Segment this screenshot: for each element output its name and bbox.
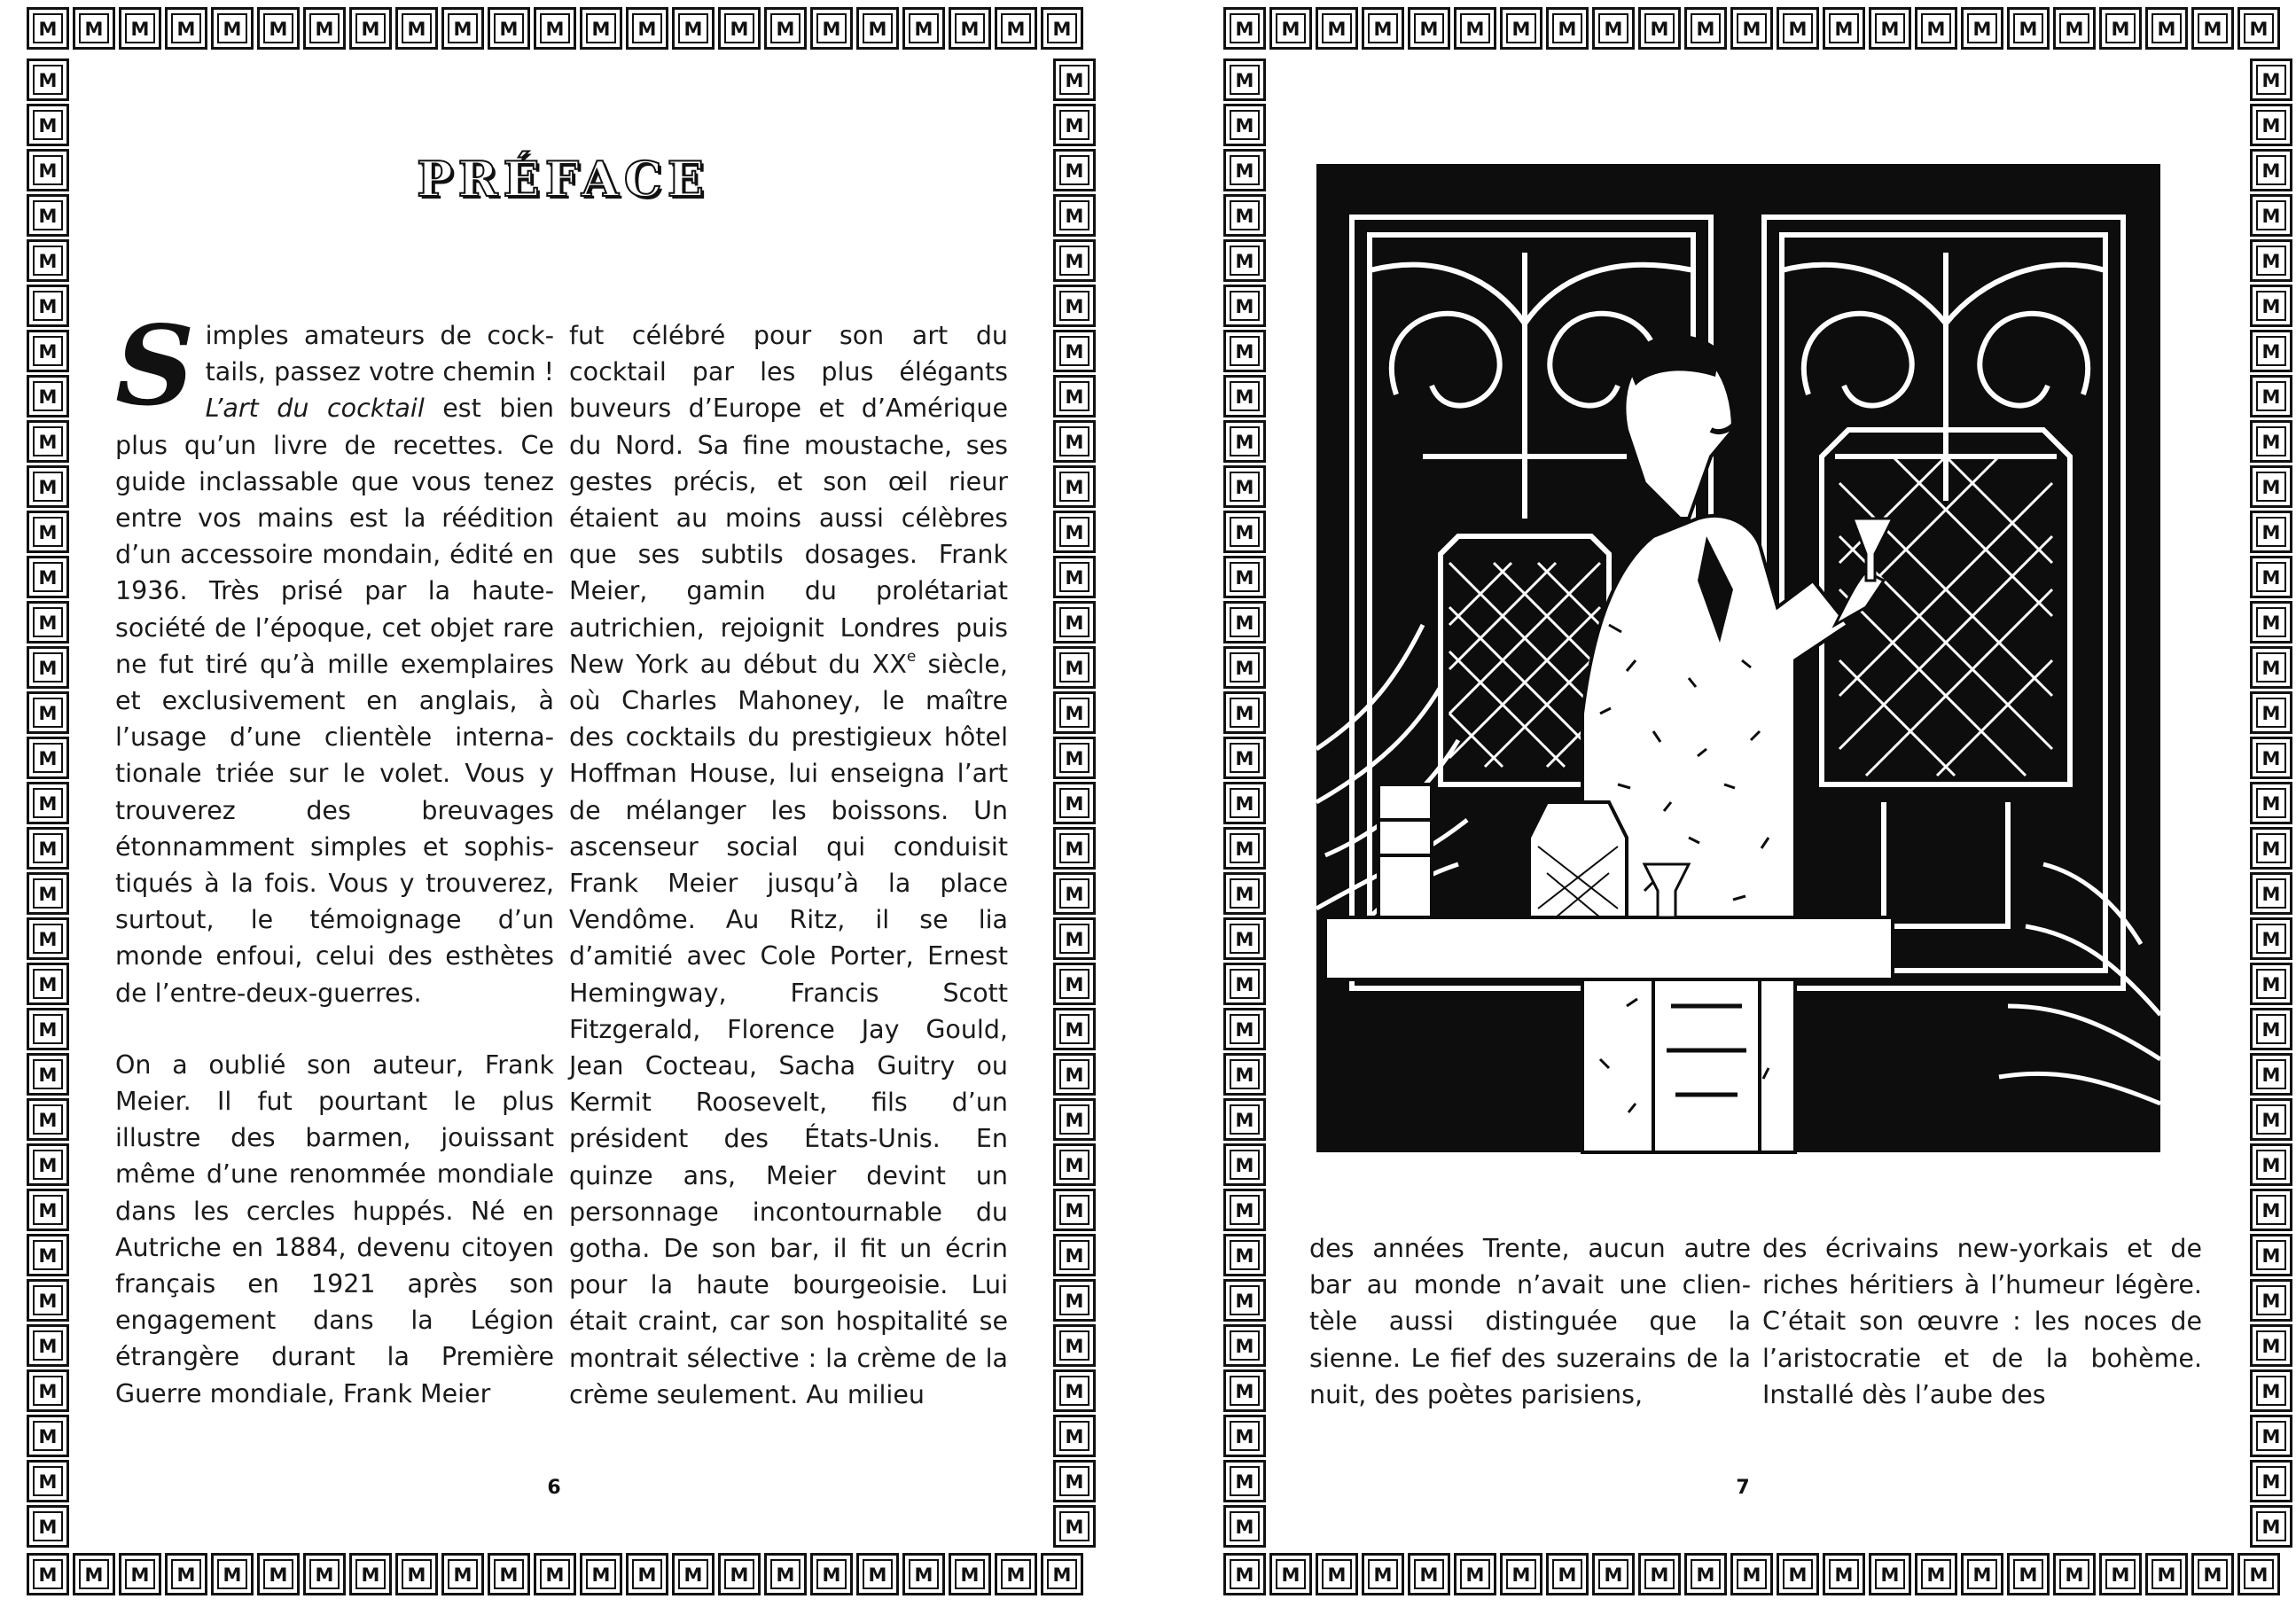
monogram-tile-icon: M <box>1592 7 1635 50</box>
monogram-tile-icon: M <box>27 782 69 824</box>
monogram-tile-icon: M <box>73 1553 115 1595</box>
monogram-tile-icon: M <box>1053 1098 1096 1141</box>
monogram-tile-icon: M <box>1454 1553 1496 1595</box>
monogram-tile-icon: M <box>1053 1189 1096 1231</box>
monogram-tile-icon: M <box>211 1553 254 1595</box>
monogram-tile-icon: M <box>27 737 69 779</box>
monogram-tile-icon: M <box>1223 465 1266 508</box>
monogram-tile-icon: M <box>349 1553 392 1595</box>
monogram-tile-icon: M <box>2250 646 2292 689</box>
monogram-tile-icon: M <box>1500 7 1542 50</box>
monogram-tile-icon: M <box>1408 1553 1450 1595</box>
monogram-tile-icon: M <box>2250 827 2292 870</box>
monogram-tile-icon: M <box>1053 1008 1096 1050</box>
monogram-tile-icon: M <box>2250 420 2292 463</box>
monogram-tile-icon: M <box>764 1553 807 1595</box>
monogram-tile-icon: M <box>1223 963 1266 1005</box>
monogram-tile-icon: M <box>2250 1053 2292 1096</box>
monogram-tile-icon: M <box>626 7 668 50</box>
monogram-tile-icon: M <box>580 7 622 50</box>
monogram-tile-icon: M <box>27 1369 69 1412</box>
monogram-tile-icon: M <box>2250 1369 2292 1412</box>
monogram-tile-icon: M <box>1223 285 1266 327</box>
monogram-tile-icon: M <box>27 104 69 146</box>
monogram-tile-icon: M <box>1546 1553 1589 1595</box>
monogram-tile-icon: M <box>1053 1369 1096 1412</box>
art-deco-bartender-illustration <box>1316 164 2160 1152</box>
border-top <box>1223 7 2284 53</box>
monogram-tile-icon: M <box>2250 239 2292 282</box>
monogram-tile-icon: M <box>2250 511 2292 553</box>
monogram-tile-icon: M <box>1053 1505 1096 1548</box>
monogram-tile-icon: M <box>27 420 69 463</box>
monogram-tile-icon: M <box>1223 59 1266 101</box>
border-right <box>1053 59 1099 1550</box>
monogram-tile-icon: M <box>1223 1143 1266 1186</box>
monogram-tile-icon: M <box>1915 1553 1957 1595</box>
text-column-1: des années Trente, aucun autre bar au monde n’avait une clientèle aussi distinguée que la sienne. Le fief des suzerains de la nuit, des poètes parisiens, <box>1309 1234 1751 1409</box>
monogram-tile-icon: M <box>27 1505 69 1548</box>
monogram-tile-icon: M <box>395 1553 438 1595</box>
monogram-tile-icon: M <box>1053 104 1096 146</box>
monogram-tile-icon: M <box>27 1415 69 1457</box>
monogram-tile-icon: M <box>1053 1279 1096 1322</box>
monogram-tile-icon: M <box>1223 104 1266 146</box>
monogram-tile-icon: M <box>2237 7 2280 50</box>
monogram-tile-icon: M <box>1223 1324 1266 1367</box>
monogram-tile-icon: M <box>211 7 254 50</box>
paragraph <box>569 317 1008 1413</box>
monogram-tile-icon: M <box>1684 7 1727 50</box>
page-number: 6 <box>547 1477 561 1499</box>
monogram-tile-icon: M <box>1223 646 1266 689</box>
border-left <box>27 59 73 1550</box>
text-run: est bien plus qu’un livre de recettes. Ce guide inclassable que vous tenez entre vos mains est la réédition d’un accessoire mondain, édité en 1936. Très prisé par la hautesociété de l’époque, cet objet rare ne fut tiré qu’à mille exemplaires et exclusivement en anglais, à l’usage d’une clientèle internationale triée sur le volet. Vous y trouverez des breuvages étonnamment simples et sophistiqués à la fois. Vous y trouverez, surtout, le témoignage d’un monde enfoui, celui des esthètes de l’entre-deux-guerres. <box>115 394 554 1008</box>
monogram-tile-icon: M <box>27 601 69 644</box>
monogram-tile-icon: M <box>2145 1553 2188 1595</box>
monogram-tile-icon: M <box>2250 330 2292 372</box>
monogram-tile-icon: M <box>2250 1415 2292 1457</box>
monogram-tile-icon: M <box>2250 59 2292 101</box>
monogram-tile-icon: M <box>995 1553 1037 1595</box>
monogram-tile-icon: M <box>949 7 991 50</box>
monogram-tile-icon: M <box>1223 1279 1266 1322</box>
monogram-tile-icon: M <box>1223 1008 1266 1050</box>
monogram-tile-icon: M <box>1546 7 1589 50</box>
monogram-tile-icon: M <box>1408 7 1450 50</box>
monogram-tile-icon: M <box>580 1553 622 1595</box>
monogram-tile-icon: M <box>2250 1143 2292 1186</box>
monogram-tile-icon: M <box>441 7 484 50</box>
monogram-tile-icon: M <box>441 1553 484 1595</box>
monogram-tile-icon: M <box>27 1189 69 1231</box>
monogram-tile-icon: M <box>1223 330 1266 372</box>
monogram-tile-icon: M <box>1269 1553 1312 1595</box>
monogram-tile-icon: M <box>626 1553 668 1595</box>
monogram-tile-icon: M <box>257 7 300 50</box>
monogram-tile-icon: M <box>1223 239 1266 282</box>
monogram-tile-icon: M <box>1223 737 1266 779</box>
monogram-tile-icon: M <box>2250 1234 2292 1276</box>
monogram-tile-icon: M <box>764 7 807 50</box>
border-bottom <box>27 1553 1087 1599</box>
drop-cap: S <box>115 302 195 431</box>
monogram-tile-icon: M <box>1223 1053 1266 1096</box>
monogram-tile-icon: M <box>1053 59 1096 101</box>
monogram-tile-icon: M <box>2250 1279 2292 1322</box>
monogram-tile-icon: M <box>488 1553 530 1595</box>
monogram-tile-icon: M <box>902 1553 945 1595</box>
monogram-tile-icon: M <box>2250 601 2292 644</box>
monogram-tile-icon: M <box>1223 1460 1266 1502</box>
monogram-tile-icon: M <box>2250 917 2292 960</box>
monogram-tile-icon: M <box>1316 7 1358 50</box>
text-column-2: des écrivains new-yorkais et de riches héritiers à l’humeur légère. C’était son œuvre : les noces de l’aristocratie et de la bohème. Installé dès l’aube des <box>1762 1234 2202 1409</box>
monogram-tile-icon: M <box>1053 285 1096 327</box>
monogram-tile-icon: M <box>810 1553 853 1595</box>
monogram-tile-icon: M <box>1223 782 1266 824</box>
monogram-tile-icon: M <box>2250 782 2292 824</box>
monogram-tile-icon: M <box>1053 827 1096 870</box>
monogram-tile-icon: M <box>1053 691 1096 734</box>
monogram-tile-icon: M <box>27 1098 69 1141</box>
monogram-tile-icon: M <box>902 7 945 50</box>
monogram-tile-icon: M <box>1223 827 1266 870</box>
monogram-tile-icon: M <box>1053 1415 1096 1457</box>
superscript: e <box>906 647 917 666</box>
monogram-tile-icon: M <box>303 1553 346 1595</box>
monogram-tile-icon: M <box>1500 1553 1542 1595</box>
monogram-tile-icon: M <box>672 7 715 50</box>
monogram-tile-icon: M <box>1777 1553 1819 1595</box>
monogram-tile-icon: M <box>718 1553 761 1595</box>
monogram-tile-icon: M <box>534 1553 576 1595</box>
monogram-tile-icon: M <box>1730 1553 1773 1595</box>
monogram-tile-icon: M <box>2250 556 2292 598</box>
monogram-tile-icon: M <box>1730 7 1773 50</box>
monogram-tile-icon: M <box>2099 7 2142 50</box>
monogram-tile-icon: M <box>1223 1234 1266 1276</box>
monogram-tile-icon: M <box>27 149 69 191</box>
monogram-tile-icon: M <box>1053 511 1096 553</box>
monogram-tile-icon: M <box>27 1279 69 1322</box>
monogram-tile-icon: M <box>1869 7 1911 50</box>
monogram-tile-icon: M <box>27 465 69 508</box>
monogram-tile-icon: M <box>1053 1143 1096 1186</box>
monogram-tile-icon: M <box>27 1053 69 1096</box>
monogram-tile-icon: M <box>2007 7 2050 50</box>
monogram-tile-icon: M <box>1223 375 1266 417</box>
monogram-tile-icon: M <box>1053 465 1096 508</box>
monogram-tile-icon: M <box>1053 917 1096 960</box>
monogram-tile-icon: M <box>1362 1553 1404 1595</box>
monogram-tile-icon: M <box>2250 1460 2292 1502</box>
monogram-tile-icon: M <box>2145 7 2188 50</box>
monogram-tile-icon: M <box>1869 1553 1911 1595</box>
text-run: imples amateurs de cocktails, passez votre chemin ! <box>205 321 554 387</box>
monogram-tile-icon: M <box>810 7 853 50</box>
monogram-tile-icon: M <box>1223 601 1266 644</box>
monogram-tile-icon: M <box>1269 7 1312 50</box>
monogram-tile-icon: M <box>1053 782 1096 824</box>
monogram-tile-icon: M <box>1223 1098 1266 1141</box>
monogram-tile-icon: M <box>1223 511 1266 553</box>
monogram-tile-icon: M <box>2250 872 2292 915</box>
paragraph: On a oublié son auteur, Frank Meier. Il fut pourtant le plus illustre des barmen, jouissant même d’une renommée mondiale dans les cercles huppés. Né en Autriche en 1884, devenu citoyen français en 1921 après son engagement dans la Légion étrangère durant la Première Guerre mondiale, Frank Meier <box>115 1049 554 1408</box>
monogram-tile-icon: M <box>2250 737 2292 779</box>
page-number: 7 <box>1736 1477 1750 1499</box>
century-numeral: XX <box>871 649 907 679</box>
border-left <box>1223 59 1269 1550</box>
monogram-tile-icon: M <box>1053 239 1096 282</box>
monogram-tile-icon: M <box>2250 1505 2292 1548</box>
monogram-tile-icon: M <box>27 963 69 1005</box>
monogram-tile-icon: M <box>1638 7 1681 50</box>
left-page <box>27 0 1099 1607</box>
border-bottom <box>1223 1553 2284 1599</box>
monogram-tile-icon: M <box>995 7 1037 50</box>
monogram-tile-icon: M <box>1223 917 1266 960</box>
paragraph <box>115 302 554 1011</box>
monogram-tile-icon: M <box>2250 1098 2292 1141</box>
monogram-tile-icon: M <box>2191 1553 2234 1595</box>
monogram-tile-icon: M <box>2250 149 2292 191</box>
monogram-tile-icon: M <box>2250 104 2292 146</box>
monogram-tile-icon: M <box>395 7 438 50</box>
monogram-tile-icon: M <box>27 59 69 101</box>
monogram-tile-icon: M <box>27 646 69 689</box>
monogram-tile-icon: M <box>119 7 161 50</box>
monogram-tile-icon: M <box>1223 872 1266 915</box>
monogram-tile-icon: M <box>1223 1505 1266 1548</box>
monogram-tile-icon: M <box>1223 1553 1266 1595</box>
page-title: PRÉFACE <box>417 151 709 207</box>
monogram-tile-icon: M <box>119 1553 161 1595</box>
monogram-tile-icon: M <box>2007 1553 2050 1595</box>
text-column-2 <box>569 317 1008 1413</box>
monogram-tile-icon: M <box>2250 1008 2292 1050</box>
monogram-tile-icon: M <box>2237 1553 2280 1595</box>
monogram-tile-icon: M <box>27 239 69 282</box>
monogram-tile-icon: M <box>1961 7 2003 50</box>
monogram-tile-icon: M <box>1053 556 1096 598</box>
monogram-tile-icon: M <box>1053 737 1096 779</box>
monogram-tile-icon: M <box>27 827 69 870</box>
monogram-tile-icon: M <box>1053 375 1096 417</box>
monogram-tile-icon: M <box>718 7 761 50</box>
book-title: L’art du cocktail <box>205 394 425 424</box>
monogram-tile-icon: M <box>2250 194 2292 237</box>
monogram-tile-icon: M <box>27 194 69 237</box>
monogram-tile-icon: M <box>1362 7 1404 50</box>
monogram-tile-icon: M <box>1684 1553 1727 1595</box>
monogram-tile-icon: M <box>1823 1553 1865 1595</box>
monogram-tile-icon: M <box>2250 1324 2292 1367</box>
monogram-tile-icon: M <box>27 872 69 915</box>
monogram-tile-icon: M <box>27 1553 69 1595</box>
monogram-tile-icon: M <box>1223 1369 1266 1412</box>
monogram-tile-icon: M <box>2053 7 2096 50</box>
monogram-tile-icon: M <box>1053 872 1096 915</box>
monogram-tile-icon: M <box>303 7 346 50</box>
monogram-tile-icon: M <box>2250 963 2292 1005</box>
monogram-tile-icon: M <box>1454 7 1496 50</box>
monogram-tile-icon: M <box>27 330 69 372</box>
monogram-tile-icon: M <box>1915 7 1957 50</box>
monogram-tile-icon: M <box>165 1553 207 1595</box>
monogram-tile-icon: M <box>1053 149 1096 191</box>
monogram-tile-icon: M <box>949 1553 991 1595</box>
monogram-tile-icon: M <box>2250 1189 2292 1231</box>
monogram-tile-icon: M <box>2099 1553 2142 1595</box>
monogram-tile-icon: M <box>1223 1189 1266 1231</box>
monogram-tile-icon: M <box>1041 7 1083 50</box>
monogram-tile-icon: M <box>27 917 69 960</box>
monogram-tile-icon: M <box>1592 1553 1635 1595</box>
monogram-tile-icon: M <box>1053 1234 1096 1276</box>
monogram-tile-icon: M <box>1041 1553 1083 1595</box>
monogram-tile-icon: M <box>1223 7 1266 50</box>
text-column-1 <box>115 302 554 1412</box>
monogram-tile-icon: M <box>672 1553 715 1595</box>
monogram-tile-icon: M <box>257 1553 300 1595</box>
monogram-tile-icon: M <box>2250 285 2292 327</box>
monogram-tile-icon: M <box>1053 1460 1096 1502</box>
monogram-tile-icon: M <box>27 1324 69 1367</box>
monogram-tile-icon: M <box>1053 330 1096 372</box>
monogram-tile-icon: M <box>27 511 69 553</box>
border-top <box>27 7 1087 53</box>
monogram-tile-icon: M <box>2250 465 2292 508</box>
text-run: siècle, où Charles Mahoney, le maître des cocktails du prestigieux hôtel Hoffman House, lui enseigna l’art de mélanger les boissons. Un ascenseur social qui conduisit Frank Meier jusqu’à la place Vendôme. Au Ritz, il se lia d’amitié avec Cole Porter, Ernest Hemingway, Francis Scott Fitzgerald, Florence Jay Gould, Jean Cocteau, Sacha Guitry ou Kermit Roosevelt, fils d’un président des États-Unis. En quinze ans, Meier devint un personnage incontournable du gotha. De son bar, il fit un écrin pour la haute bourgeoisie. Lui était craint, car son hospitalité se montrait sélective : la crème de la crème seulement. Au milieu <box>569 649 1008 1409</box>
monogram-tile-icon: M <box>488 7 530 50</box>
monogram-tile-icon: M <box>349 7 392 50</box>
monogram-tile-icon: M <box>1223 556 1266 598</box>
monogram-tile-icon: M <box>856 7 899 50</box>
monogram-tile-icon: M <box>1053 1053 1096 1096</box>
monogram-tile-icon: M <box>1823 7 1865 50</box>
text-run: fut célébré pour son art du cocktail par les plus élégants buveurs d’Europe et d’Amérique du Nord. Sa fine moustache, ses gestes précis, et son œil rieur étaient au moins aussi célèbres que ses subtils dosages. Frank Meier, gamin du prolétariat autrichien, rejoignit Londres puis New York au début du <box>569 321 1008 679</box>
border-right <box>2250 59 2296 1550</box>
monogram-tile-icon: M <box>1223 691 1266 734</box>
monogram-tile-icon: M <box>73 7 115 50</box>
monogram-tile-icon: M <box>2250 691 2292 734</box>
monogram-tile-icon: M <box>1961 1553 2003 1595</box>
right-page <box>1223 0 2296 1607</box>
monogram-tile-icon: M <box>1053 601 1096 644</box>
monogram-tile-icon: M <box>27 556 69 598</box>
monogram-tile-icon: M <box>1316 1553 1358 1595</box>
monogram-tile-icon: M <box>27 285 69 327</box>
monogram-tile-icon: M <box>1053 194 1096 237</box>
monogram-tile-icon: M <box>165 7 207 50</box>
monogram-tile-icon: M <box>1223 149 1266 191</box>
monogram-tile-icon: M <box>856 1553 899 1595</box>
monogram-tile-icon: M <box>27 691 69 734</box>
monogram-tile-icon: M <box>27 375 69 417</box>
monogram-tile-icon: M <box>1638 1553 1681 1595</box>
monogram-tile-icon: M <box>1777 7 1819 50</box>
monogram-tile-icon: M <box>1053 646 1096 689</box>
monogram-tile-icon: M <box>2191 7 2234 50</box>
monogram-tile-icon: M <box>27 1008 69 1050</box>
monogram-tile-icon: M <box>27 1143 69 1186</box>
monogram-tile-icon: M <box>27 1460 69 1502</box>
monogram-tile-icon: M <box>534 7 576 50</box>
monogram-tile-icon: M <box>27 1234 69 1276</box>
monogram-tile-icon: M <box>1223 420 1266 463</box>
monogram-tile-icon: M <box>2250 375 2292 417</box>
monogram-tile-icon: M <box>1223 194 1266 237</box>
monogram-tile-icon: M <box>1053 420 1096 463</box>
monogram-tile-icon: M <box>27 7 69 50</box>
monogram-tile-icon: M <box>1053 963 1096 1005</box>
monogram-tile-icon: M <box>2053 1553 2096 1595</box>
monogram-tile-icon: M <box>1223 1415 1266 1457</box>
monogram-tile-icon: M <box>1053 1324 1096 1367</box>
